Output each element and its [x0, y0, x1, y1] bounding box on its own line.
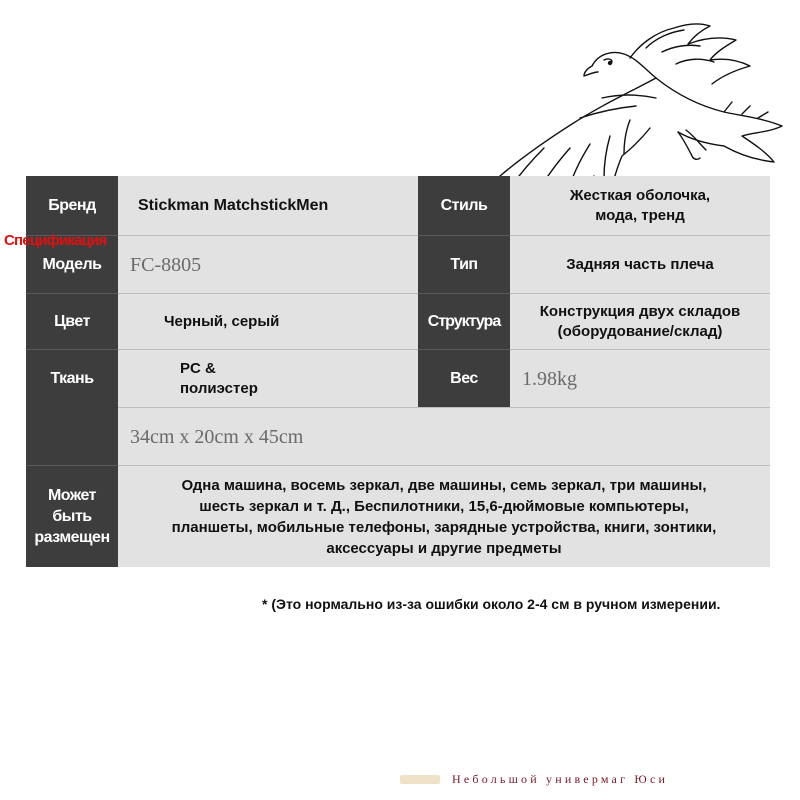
spec-label-cell	[26, 408, 118, 466]
row-divider	[118, 293, 418, 294]
style-label: Стиль	[418, 176, 510, 236]
label-divider	[26, 465, 118, 466]
row-divider	[510, 349, 770, 350]
measurement-footnote: * (Это нормально из-за ошибки около 2-4 см в ручном измерении.	[262, 596, 721, 612]
store-logo-bar	[400, 775, 440, 784]
label-divider	[418, 235, 510, 236]
specification-label: Спецификация	[4, 232, 107, 249]
row-divider	[118, 349, 418, 350]
fabric-value: PC & полиэстер	[180, 350, 418, 408]
structure-value: Конструкция двух складов (оборудование/склад)	[510, 294, 770, 350]
row-divider	[118, 407, 770, 408]
spec-table	[26, 176, 770, 567]
style-value: Жесткая оболочка, мода, тренд	[510, 176, 770, 236]
label-divider	[418, 293, 510, 294]
row-divider	[118, 235, 418, 236]
type-value: Задняя часть плеча	[510, 236, 770, 294]
store-name: Небольшой универмаг Юси	[452, 772, 669, 786]
brand-value: Stickman MatchstickMen	[138, 176, 418, 236]
label-divider	[26, 293, 118, 294]
label-divider	[418, 349, 510, 350]
brand-label: Бренд	[26, 176, 118, 236]
store-watermark	[400, 772, 668, 787]
row-divider	[510, 235, 770, 236]
weight-label: Вес	[418, 350, 510, 408]
structure-label: Структура	[418, 294, 510, 350]
model-value: FC-8805	[130, 236, 418, 294]
label-divider	[26, 349, 118, 350]
row-divider	[118, 465, 770, 466]
spec-value: 34cm x 20cm x 45cm	[130, 408, 770, 466]
placement-label: Может быть размещен	[26, 466, 118, 567]
row-divider	[510, 293, 770, 294]
color-value: Черный, серый	[164, 294, 418, 350]
weight-value: 1.98kg	[522, 350, 770, 408]
model-label: Модель	[26, 236, 118, 294]
type-label: Тип	[418, 236, 510, 294]
color-label: Цвет	[26, 294, 118, 350]
placement-value: Одна машина, восемь зеркал, две машины, семь зеркал, три машины, шесть зеркал и т. Д., Беспилотники, 15,6-дюймовые компьютеры, планшеты, мобильные телефоны, зарядные устройства, книги, зонтики, аксессуары и другие предметы	[118, 466, 770, 567]
fabric-label: Ткань	[26, 350, 118, 408]
